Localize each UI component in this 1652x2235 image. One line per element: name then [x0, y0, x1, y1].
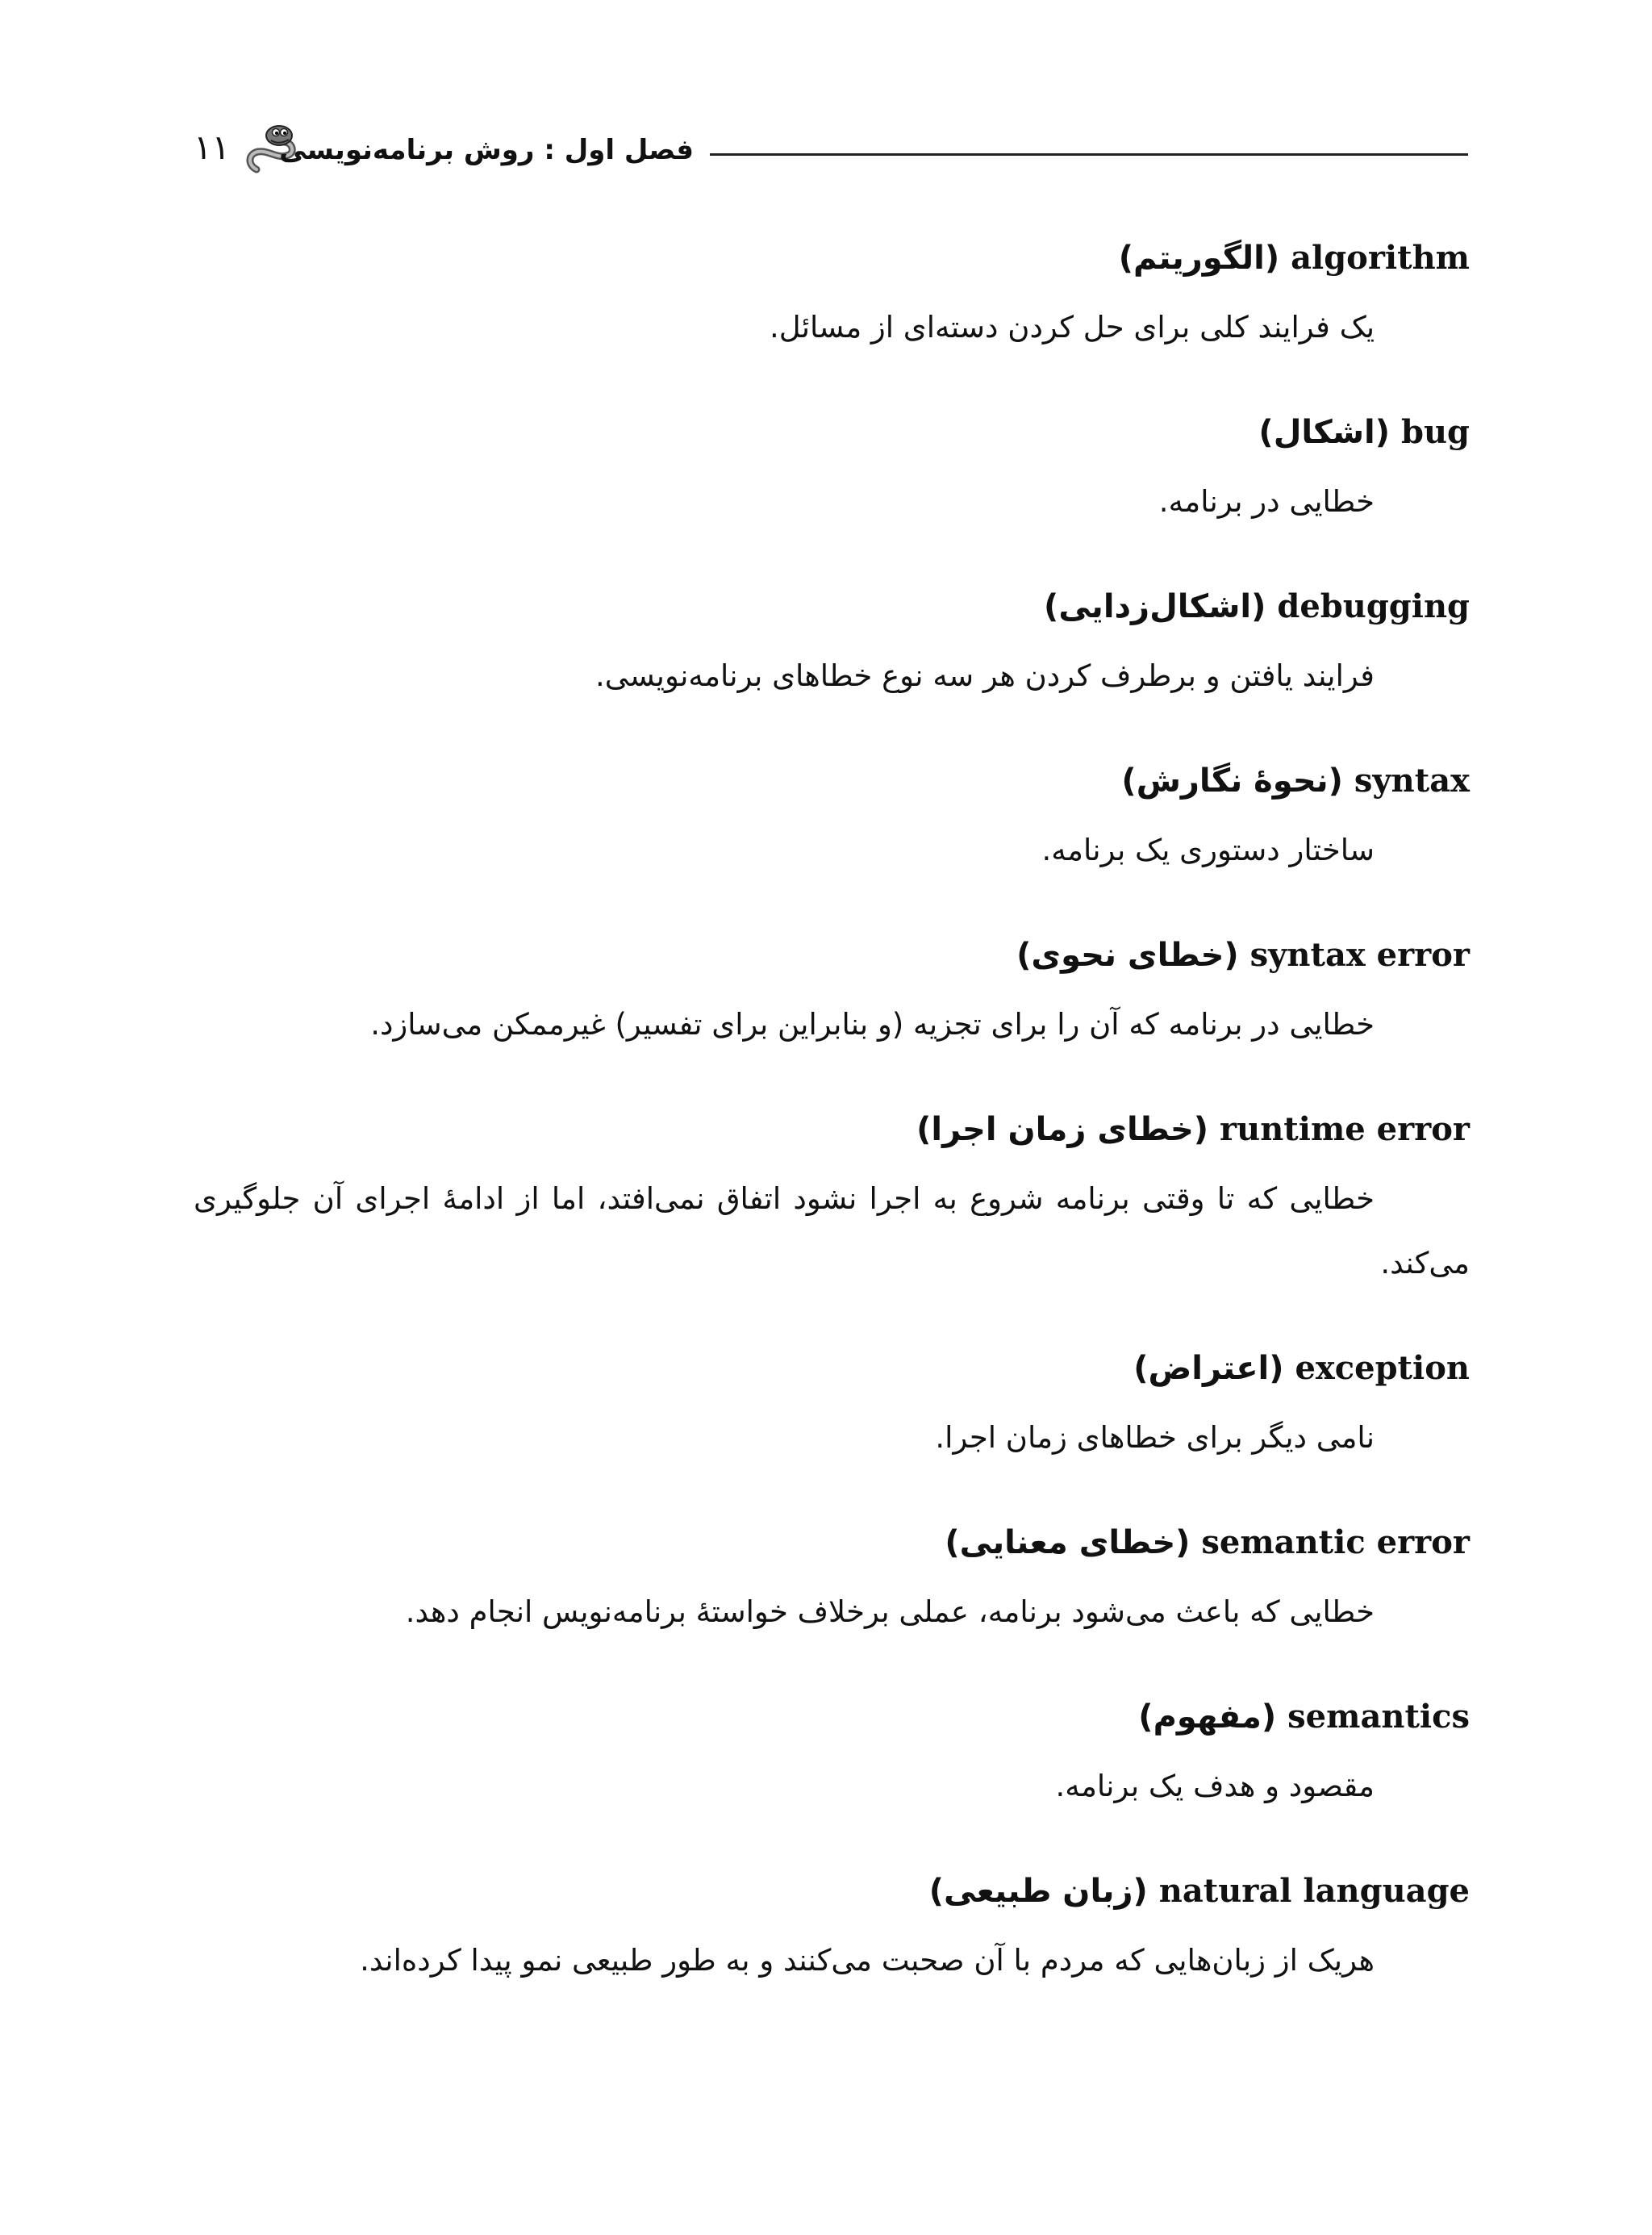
glossary	[194, 232, 1470, 2040]
glossary-entry-exception	[194, 1343, 1470, 1470]
term-definition: مقصود و هدف یک برنامه.	[1055, 1769, 1375, 1803]
chapter-title: فصل اول : روش برنامه‌نویسی	[279, 134, 694, 166]
glossary-entry-algorithm	[194, 232, 1470, 360]
term-persian: (الگوریتم)	[1118, 240, 1280, 277]
term-english: semantics	[1287, 1698, 1470, 1736]
term-definition: یک فرایند کلی برای حل کردن دسته‌ای از مسائل.	[769, 310, 1375, 345]
glossary-entry-semantics	[194, 1691, 1470, 1819]
glossary-entry-bug	[194, 407, 1470, 534]
header-rule	[710, 153, 1468, 156]
glossary-entry-natural-language	[194, 1865, 1470, 1993]
page-number: ۱۱	[194, 127, 231, 167]
term-english: bug	[1400, 413, 1470, 451]
term-heading	[194, 1865, 1470, 1917]
term-heading	[194, 1343, 1470, 1394]
term-persian: (نحوهٔ نگارش)	[1121, 762, 1343, 800]
term-english: debugging	[1277, 587, 1470, 625]
term-definition: خطایی در برنامه.	[1158, 484, 1375, 519]
page-header	[194, 121, 1468, 186]
term-definition: ساختار دستوری یک برنامه.	[1041, 833, 1375, 867]
term-definition: نامی دیگر برای خطاهای زمان اجرا.	[935, 1420, 1375, 1455]
term-heading	[194, 407, 1470, 458]
term-heading	[194, 1104, 1470, 1155]
term-definition: فرایند یافتن و برطرف کردن هر سه نوع خطاهای برنامه‌نویسی.	[595, 658, 1375, 693]
term-definition: خطایی در برنامه که آن را برای تجزیه (و بنابراین برای تفسیر) غیرممکن می‌سازد.	[370, 1007, 1375, 1042]
term-english: syntax	[1354, 762, 1470, 800]
term-heading	[194, 232, 1470, 284]
term-heading	[194, 1517, 1470, 1569]
glossary-entry-runtime-error	[194, 1104, 1470, 1296]
term-definition: خطایی که باعث می‌شود برنامه، عملی برخلاف خواستهٔ برنامه‌نویس انجام دهد.	[405, 1594, 1375, 1629]
term-persian: (مفهوم)	[1138, 1698, 1277, 1736]
term-english: runtime error	[1220, 1110, 1470, 1148]
term-persian: (خطای معنایی)	[945, 1524, 1191, 1561]
glossary-entry-syntax-error	[194, 930, 1470, 1057]
term-persian: (اشکال)	[1258, 414, 1391, 451]
term-english: syntax error	[1249, 936, 1470, 974]
term-heading	[194, 755, 1470, 807]
glossary-entry-syntax	[194, 755, 1470, 883]
term-persian: (اشکال‌زدایی)	[1044, 588, 1266, 625]
glossary-entry-semantic-error	[194, 1517, 1470, 1644]
term-heading	[194, 581, 1470, 633]
glossary-entry-debugging	[194, 581, 1470, 708]
term-english: natural language	[1158, 1872, 1470, 1910]
term-heading	[194, 1691, 1470, 1743]
term-persian: (خطای زمان اجرا)	[916, 1111, 1209, 1148]
term-definition: هریک از زبان‌هایی که مردم با آن صحبت می‌کنند و به طور طبیعی نمو پیدا کرده‌اند.	[360, 1943, 1375, 1978]
term-english: exception	[1295, 1349, 1470, 1387]
term-definition: خطایی که تا وقتی برنامه شروع به اجرا نشود اتفاق نمی‌افتد، اما از ادامهٔ اجرای آن جلوگیری می‌کند.	[194, 1181, 1470, 1280]
term-persian: (اعتراض)	[1133, 1350, 1284, 1387]
term-english: algorithm	[1291, 239, 1470, 277]
term-persian: (خطای نحوی)	[1016, 937, 1239, 974]
term-heading	[194, 930, 1470, 981]
term-english: semantic error	[1201, 1523, 1470, 1561]
term-persian: (زبان طبیعی)	[928, 1873, 1148, 1910]
